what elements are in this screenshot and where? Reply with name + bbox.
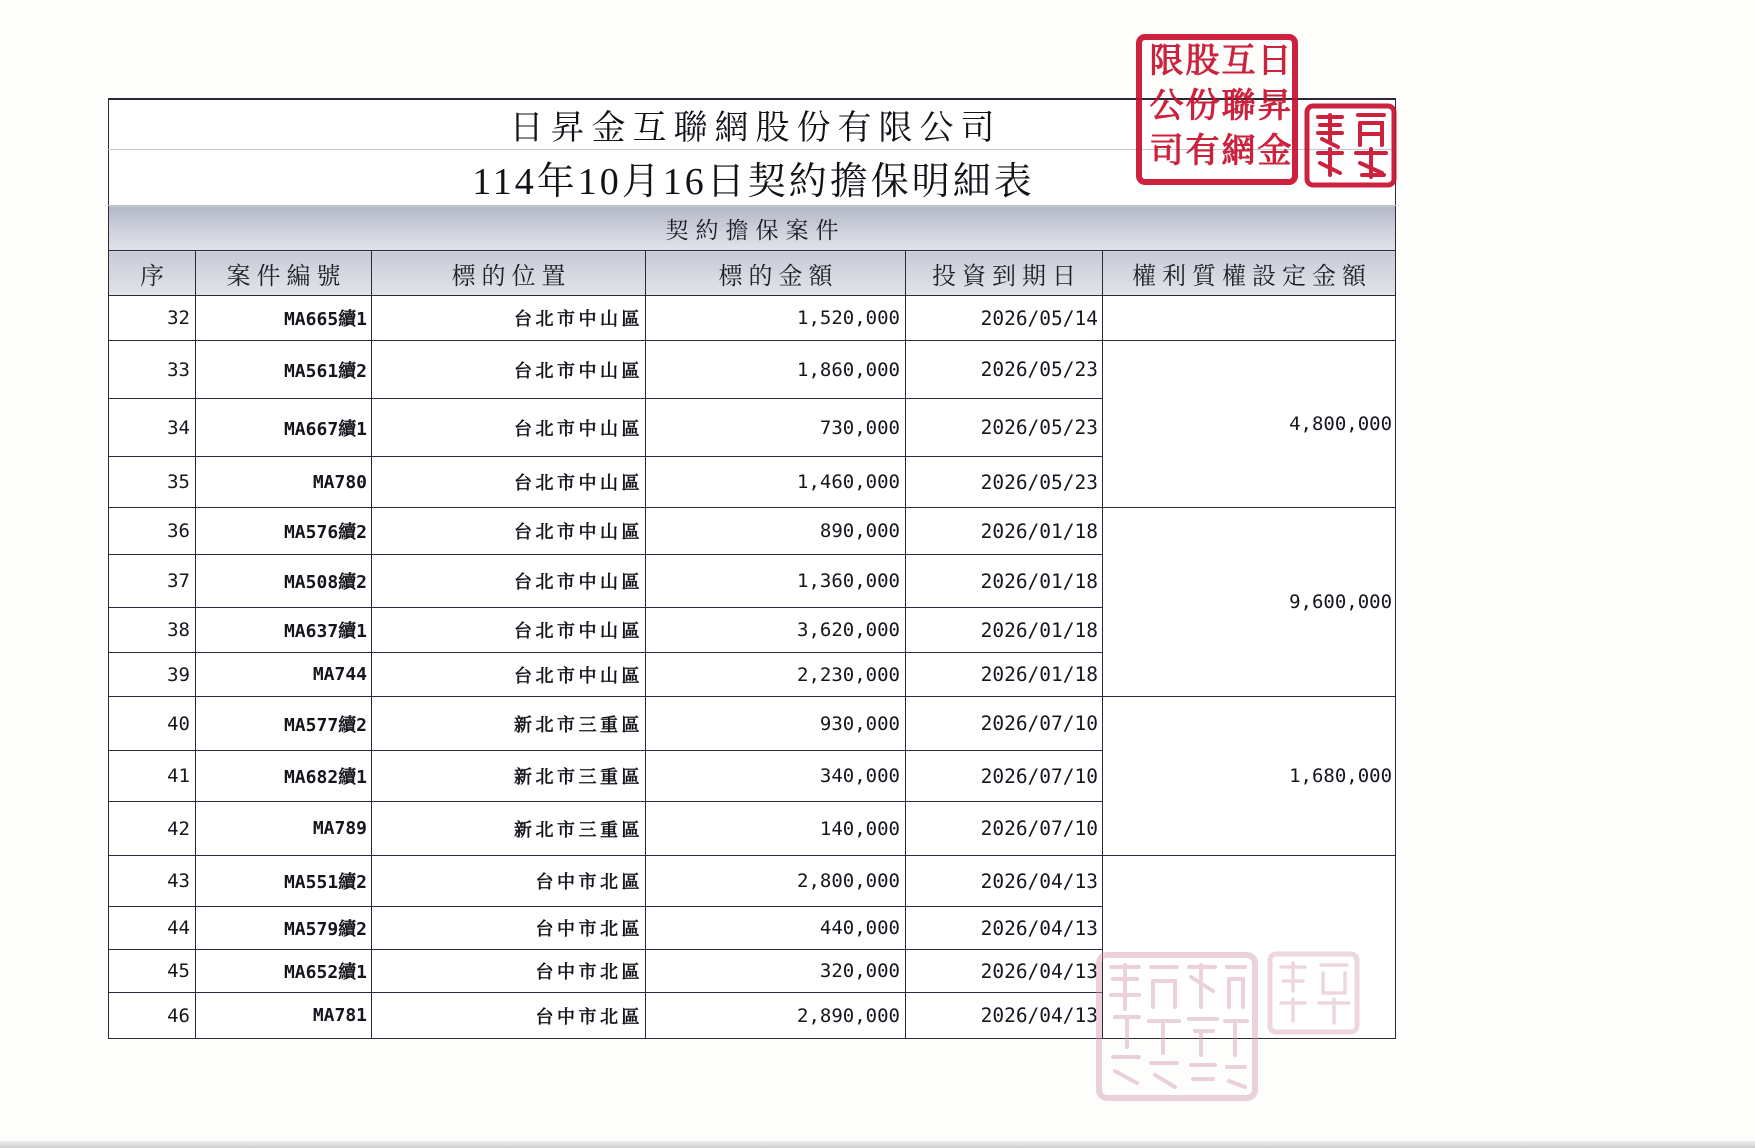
seq-cell: 46 <box>109 993 196 1039</box>
amount-cell: 2,800,000 <box>646 856 906 907</box>
document-title: 114年10月16日契約擔保明細表 <box>109 150 1396 206</box>
due-date-cell: 2026/01/18 <box>906 608 1103 653</box>
faded-seal-strokes <box>1281 963 1349 1023</box>
location-cell: 台中市北區 <box>372 993 646 1039</box>
seq-cell: 39 <box>109 653 196 697</box>
case-number-cell: MA789 <box>196 802 372 856</box>
case-number-cell: MA637續1 <box>196 608 372 653</box>
location-cell: 台中市北區 <box>372 856 646 907</box>
table-row <box>109 296 1396 341</box>
case-number-cell: MA576續2 <box>196 508 372 555</box>
pledge-amount-cell <box>1103 296 1396 341</box>
seal-strokes <box>1318 115 1386 177</box>
amount-cell: 1,360,000 <box>646 555 906 608</box>
seq-cell: 36 <box>109 508 196 555</box>
column-header-row <box>109 251 1396 296</box>
seq-cell: 40 <box>109 697 196 751</box>
amount-cell: 140,000 <box>646 802 906 856</box>
seal-column: 互聯網 <box>1215 42 1255 177</box>
due-date-cell: 2026/05/23 <box>906 341 1103 399</box>
faded-company-seal-icon <box>1095 951 1259 1102</box>
amount-cell: 3,620,000 <box>646 608 906 653</box>
location-cell: 新北市三重區 <box>372 751 646 802</box>
section-row <box>109 206 1396 251</box>
section-heading: 契約擔保案件 <box>109 206 1396 251</box>
due-date-cell: 2026/07/10 <box>906 802 1103 856</box>
column-header-pledge-amount: 權利質權設定金額 <box>1103 251 1396 296</box>
case-number-cell: MA665續1 <box>196 296 372 341</box>
location-cell: 台北市中山區 <box>372 608 646 653</box>
case-number-cell: MA780 <box>196 457 372 508</box>
due-date-cell: 2026/05/23 <box>906 457 1103 508</box>
seq-cell: 42 <box>109 802 196 856</box>
case-number-cell: MA508續2 <box>196 555 372 608</box>
seq-cell: 37 <box>109 555 196 608</box>
due-date-cell: 2026/05/14 <box>906 296 1103 341</box>
amount-cell: 730,000 <box>646 399 906 457</box>
due-date-cell: 2026/04/13 <box>906 950 1103 993</box>
case-number-cell: MA579續2 <box>196 907 372 950</box>
location-cell: 台北市中山區 <box>372 296 646 341</box>
seq-cell: 41 <box>109 751 196 802</box>
pledge-amount-cell: 4,800,000 <box>1103 341 1396 508</box>
seq-cell: 43 <box>109 856 196 907</box>
table-body <box>109 296 1396 1039</box>
due-date-cell: 2026/01/18 <box>906 508 1103 555</box>
location-cell: 台北市中山區 <box>372 653 646 697</box>
due-date-cell: 2026/01/18 <box>906 555 1103 608</box>
amount-cell: 440,000 <box>646 907 906 950</box>
location-cell: 台中市北區 <box>372 950 646 993</box>
seq-cell: 33 <box>109 341 196 399</box>
case-number-cell: MA577續2 <box>196 697 372 751</box>
column-header-case-number: 案件編號 <box>196 251 372 296</box>
location-cell: 新北市三重區 <box>372 802 646 856</box>
case-number-cell: MA682續1 <box>196 751 372 802</box>
due-date-cell: 2026/07/10 <box>906 751 1103 802</box>
personal-seal-icon <box>1304 103 1397 188</box>
due-date-cell: 2026/01/18 <box>906 653 1103 697</box>
faded-seal-strokes <box>1111 965 1247 1087</box>
amount-cell: 930,000 <box>646 697 906 751</box>
table-row <box>109 508 1396 555</box>
seq-cell: 45 <box>109 950 196 993</box>
case-number-cell: MA744 <box>196 653 372 697</box>
seq-cell: 34 <box>109 399 196 457</box>
column-header-seq: 序 <box>109 251 196 296</box>
amount-cell: 340,000 <box>646 751 906 802</box>
table-row <box>109 856 1396 907</box>
due-date-cell: 2026/04/13 <box>906 907 1103 950</box>
scan-edge-shadow <box>0 1141 1755 1148</box>
amount-cell: 1,520,000 <box>646 296 906 341</box>
location-cell: 台北市中山區 <box>372 555 646 608</box>
amount-cell: 1,860,000 <box>646 341 906 399</box>
table-row <box>109 697 1396 751</box>
case-number-cell: MA561續2 <box>196 341 372 399</box>
company-seal-icon <box>1136 34 1298 185</box>
location-cell: 台北市中山區 <box>372 457 646 508</box>
due-date-cell: 2026/04/13 <box>906 856 1103 907</box>
column-header-location: 標的位置 <box>372 251 646 296</box>
seq-cell: 38 <box>109 608 196 653</box>
due-date-cell: 2026/05/23 <box>906 399 1103 457</box>
location-cell: 台中市北區 <box>372 907 646 950</box>
pledge-amount-cell: 1,680,000 <box>1103 697 1396 856</box>
location-cell: 台北市中山區 <box>372 399 646 457</box>
seq-cell: 32 <box>109 296 196 341</box>
due-date-cell: 2026/07/10 <box>906 697 1103 751</box>
seq-cell: 35 <box>109 457 196 508</box>
amount-cell: 1,460,000 <box>646 457 906 508</box>
location-cell: 台北市中山區 <box>372 341 646 399</box>
amount-cell: 2,230,000 <box>646 653 906 697</box>
location-cell: 新北市三重區 <box>372 697 646 751</box>
table-row <box>109 341 1396 399</box>
seal-column: 限公司 <box>1143 42 1183 177</box>
amount-cell: 890,000 <box>646 508 906 555</box>
amount-cell: 320,000 <box>646 950 906 993</box>
guarantee-detail-table <box>108 98 1396 1039</box>
column-header-due-date: 投資到期日 <box>906 251 1103 296</box>
column-header-amount: 標的金額 <box>646 251 906 296</box>
company-name: 日昇金互聯網股份有限公司 <box>109 99 1396 150</box>
seal-column: 日昇金 <box>1251 42 1291 177</box>
amount-cell: 2,890,000 <box>646 993 906 1039</box>
location-cell: 台北市中山區 <box>372 508 646 555</box>
seal-column: 股份有 <box>1179 42 1219 177</box>
faded-personal-seal-icon <box>1267 951 1360 1035</box>
due-date-cell: 2026/04/13 <box>906 993 1103 1039</box>
case-number-cell: MA781 <box>196 993 372 1039</box>
case-number-cell: MA551續2 <box>196 856 372 907</box>
case-number-cell: MA667續1 <box>196 399 372 457</box>
seq-cell: 44 <box>109 907 196 950</box>
case-number-cell: MA652續1 <box>196 950 372 993</box>
pledge-amount-cell: 9,600,000 <box>1103 508 1396 697</box>
